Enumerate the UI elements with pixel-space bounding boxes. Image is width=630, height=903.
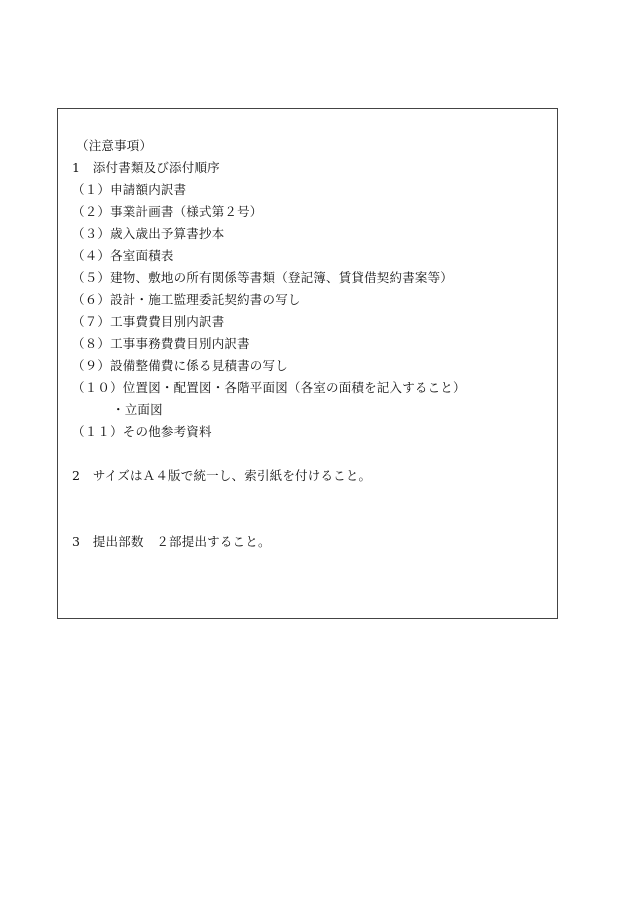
attachment-item-6: （６）設計・施工監理委託契約書の写し [72, 292, 301, 307]
attachment-item-2: （２）事業計画書（様式第２号） [72, 204, 263, 219]
notice-box [57, 108, 558, 619]
notice-content [72, 135, 551, 553]
section2-text: 2 サイズはＡ４版で統一し、索引紙を付けること。 [72, 468, 372, 483]
notes-heading: （注意事項） [76, 138, 153, 153]
attachment-item-10: （１０）位置図・配置図・各階平面図（各室の面積を記入すること） [72, 380, 466, 395]
attachment-item-3: （３）歳入歳出予算書抄本 [72, 226, 225, 241]
attachment-item-11: （１１）その他参考資料 [72, 424, 212, 439]
attachment-item-5: （５）建物、敷地の所有関係等書類（登記簿、賃貸借契約書案等） [72, 270, 454, 285]
section1-title: 1 添付書類及び添付順序 [72, 160, 220, 175]
attachment-item-1: （１）申請額内訳書 [72, 182, 187, 197]
section-spacer [72, 487, 551, 531]
section3-text: 3 提出部数 ２部提出すること。 [72, 534, 271, 549]
section-spacer [72, 443, 551, 465]
attachment-item-8: （８）工事事務費費目別内訳書 [72, 336, 250, 351]
attachment-item-9: （９）設備整備費に係る見積書の写し [72, 358, 288, 373]
attachment-item-4: （４）各室面積表 [72, 248, 174, 263]
attachment-item-7: （７）工事費費目別内訳書 [72, 314, 225, 329]
attachment-item-10-continuation: ・立面図 [112, 402, 163, 417]
